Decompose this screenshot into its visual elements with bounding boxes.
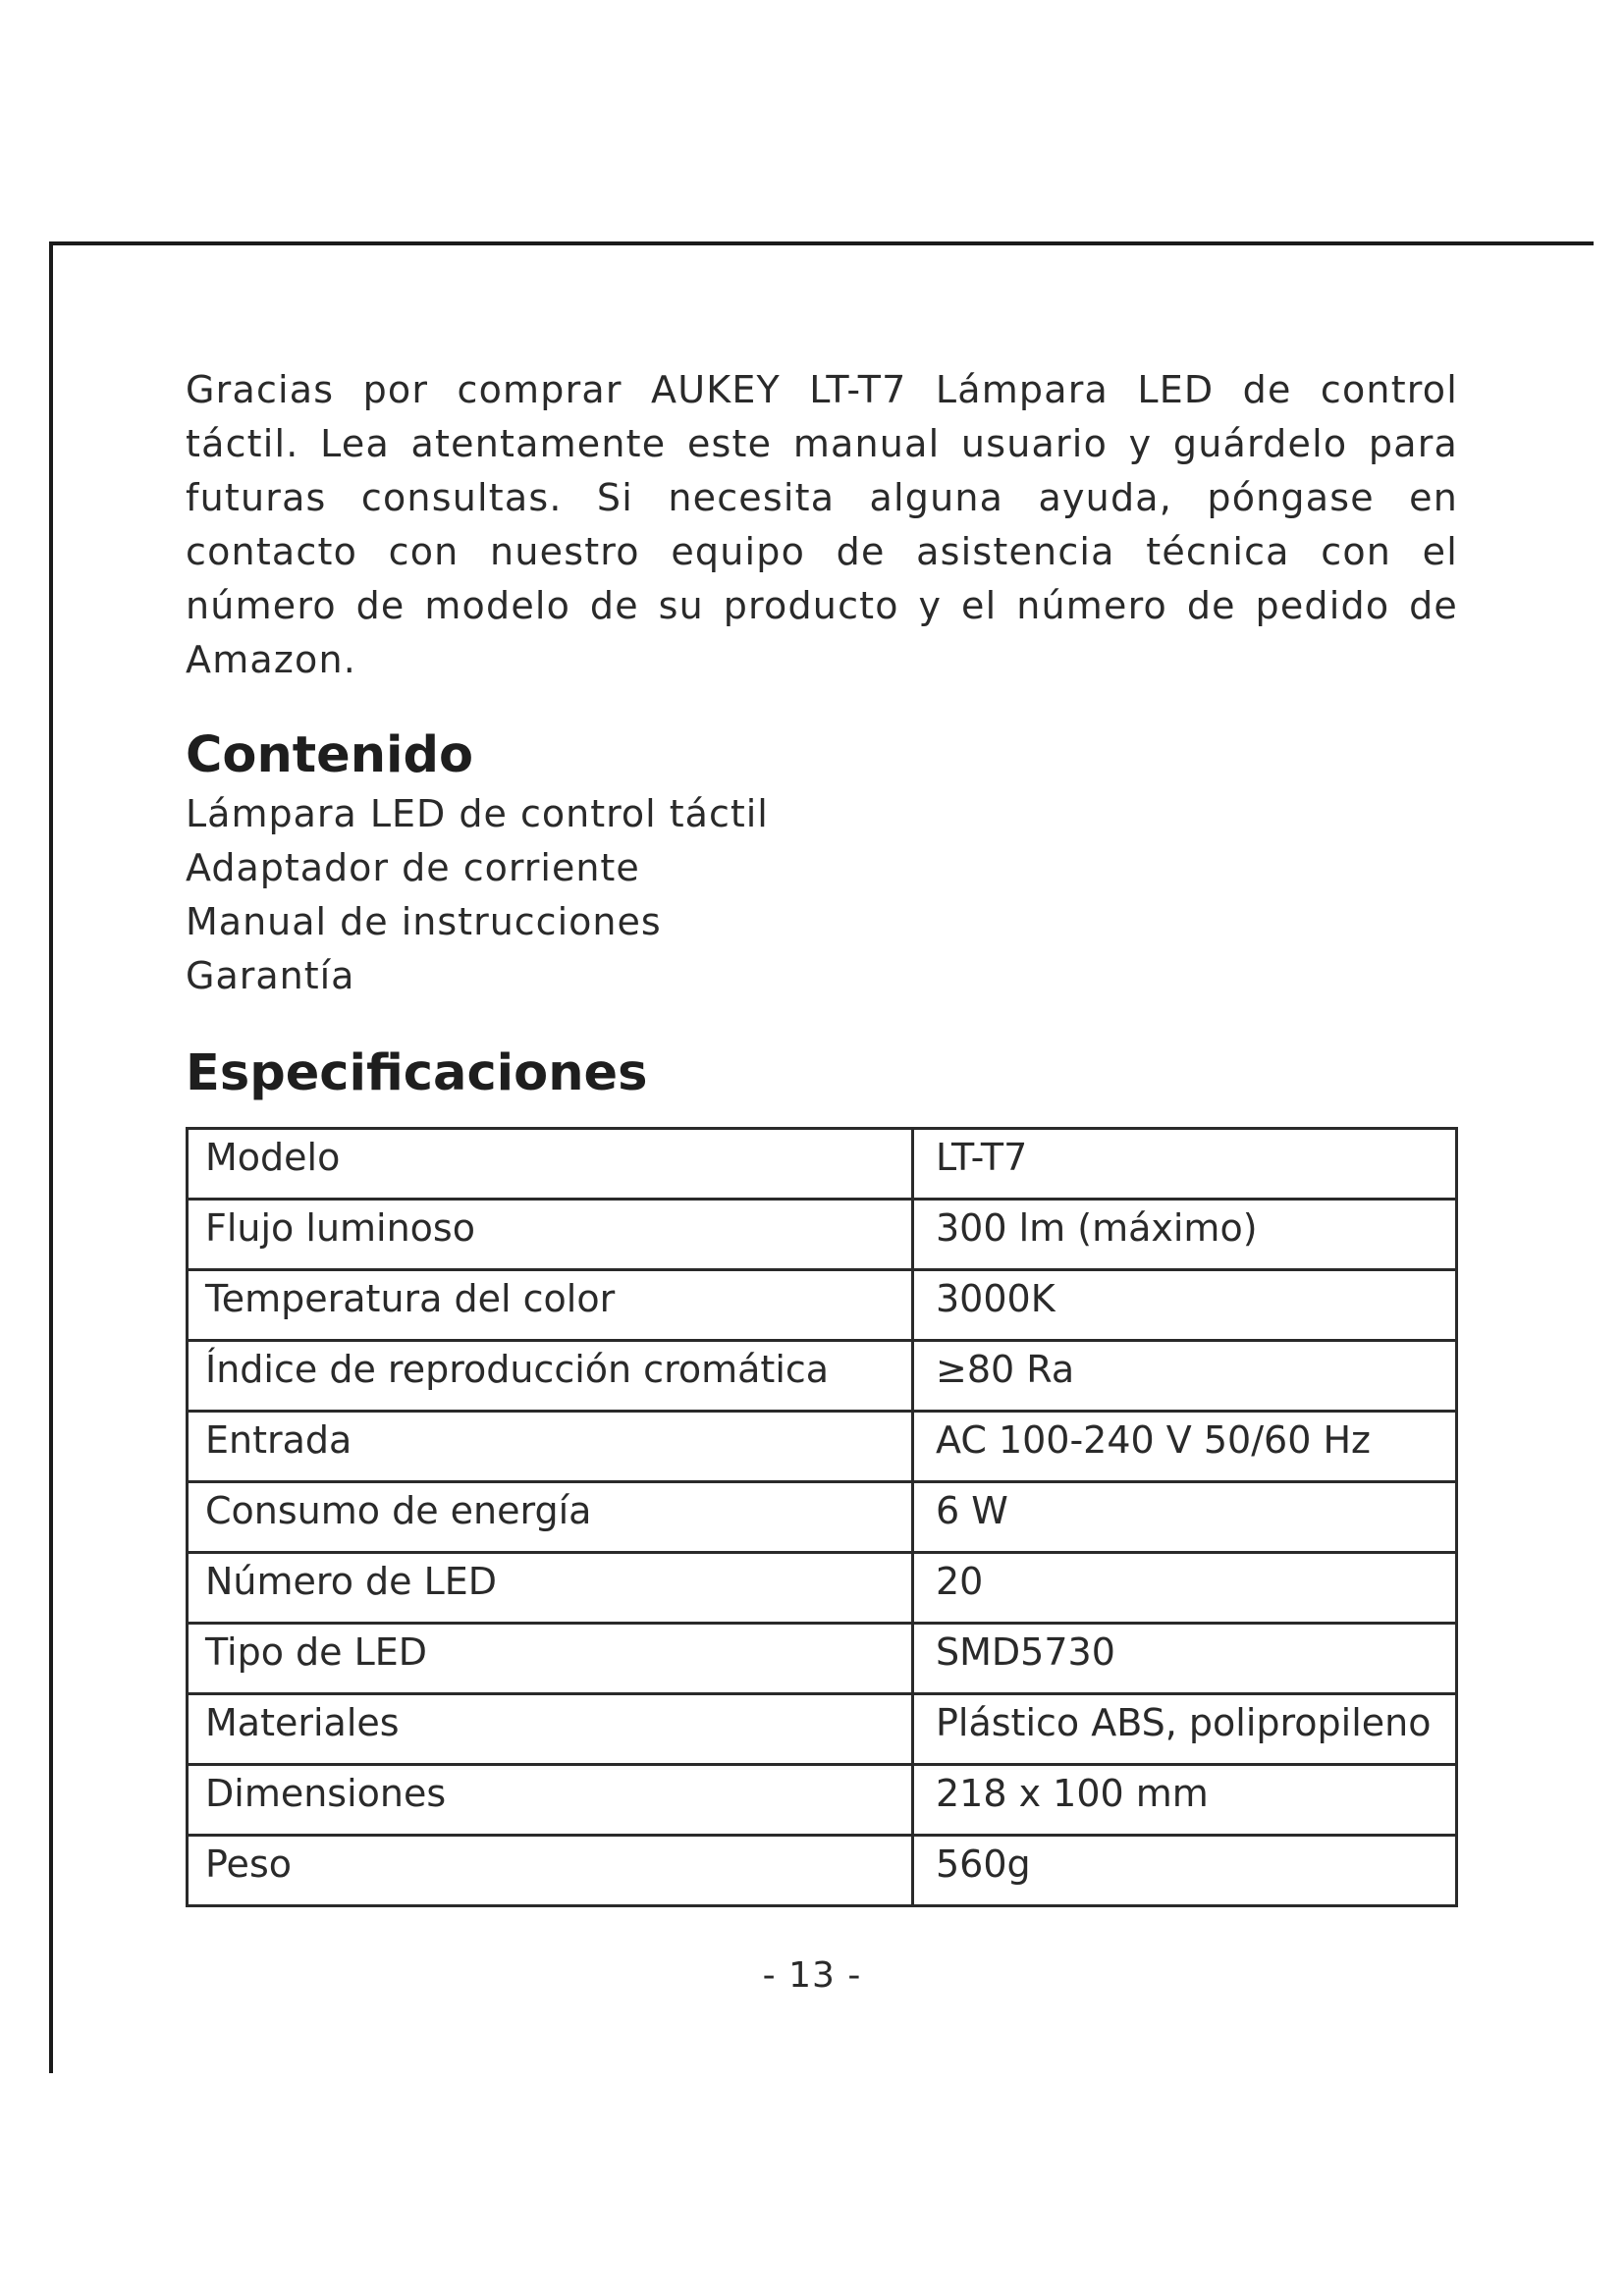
table-row [188, 1270, 1457, 1341]
table-row [188, 1412, 1457, 1482]
table-row [188, 1553, 1457, 1624]
spec-label: Entrada [188, 1412, 913, 1482]
table-row [188, 1341, 1457, 1412]
contents-heading: Contenido [186, 726, 474, 784]
contents-item: Manual de instrucciones [186, 900, 662, 943]
spec-label: Consumo de energía [188, 1482, 913, 1553]
spec-value: AC 100-240 V 50/60 Hz [913, 1412, 1457, 1482]
spec-value: Plástico ABS, polipropileno [913, 1694, 1457, 1765]
spec-label: Flujo luminoso [188, 1200, 913, 1270]
spec-label: Materiales [188, 1694, 913, 1765]
table-row [188, 1129, 1457, 1200]
table-row [188, 1482, 1457, 1553]
spec-value: ≥80 Ra [913, 1341, 1457, 1412]
spec-label: Número de LED [188, 1553, 913, 1624]
contents-item: Garantía [186, 954, 355, 997]
spec-value: 3000K [913, 1270, 1457, 1341]
table-row [188, 1694, 1457, 1765]
specs-table [186, 1127, 1458, 1907]
contents-item: Adaptador de corriente [186, 846, 640, 889]
contents-list [186, 787, 1458, 1003]
spec-value: SMD5730 [913, 1624, 1457, 1694]
page-frame-left-rule [49, 241, 53, 2073]
spec-value: 6 W [913, 1482, 1457, 1553]
table-row [188, 1624, 1457, 1694]
spec-value: LT-T7 [913, 1129, 1457, 1200]
spec-value: 300 lm (máximo) [913, 1200, 1457, 1270]
table-row [188, 1765, 1457, 1836]
spec-label: Modelo [188, 1129, 913, 1200]
spec-value: 20 [913, 1553, 1457, 1624]
table-row [188, 1200, 1457, 1270]
spec-value: 560g [913, 1836, 1457, 1906]
page-frame-top-rule [49, 241, 1594, 245]
spec-value: 218 x 100 mm [913, 1765, 1457, 1836]
contents-item: Lámpara LED de control táctil [186, 792, 769, 835]
table-row [188, 1836, 1457, 1906]
spec-label: Índice de reproducción cromática [188, 1341, 913, 1412]
spec-label: Dimensiones [188, 1765, 913, 1836]
page-number: - 13 - [762, 1955, 862, 1996]
spec-label: Peso [188, 1836, 913, 1906]
specs-heading: Especificaciones [186, 1044, 648, 1102]
spec-label: Temperatura del color [188, 1270, 913, 1341]
page-content [186, 363, 1458, 1907]
intro-paragraph: Gracias por comprar AUKEY LT-T7 Lámpara LED de control táctil. Lea atentamente este manual usuario y guárdelo para futuras consultas. Si necesita alguna ayuda, póngase en contacto con nuestro equipo de asistencia técnica con el número de modelo de su producto y el número de pedido de Amazon. [186, 368, 1458, 681]
spec-label: Tipo de LED [188, 1624, 913, 1694]
